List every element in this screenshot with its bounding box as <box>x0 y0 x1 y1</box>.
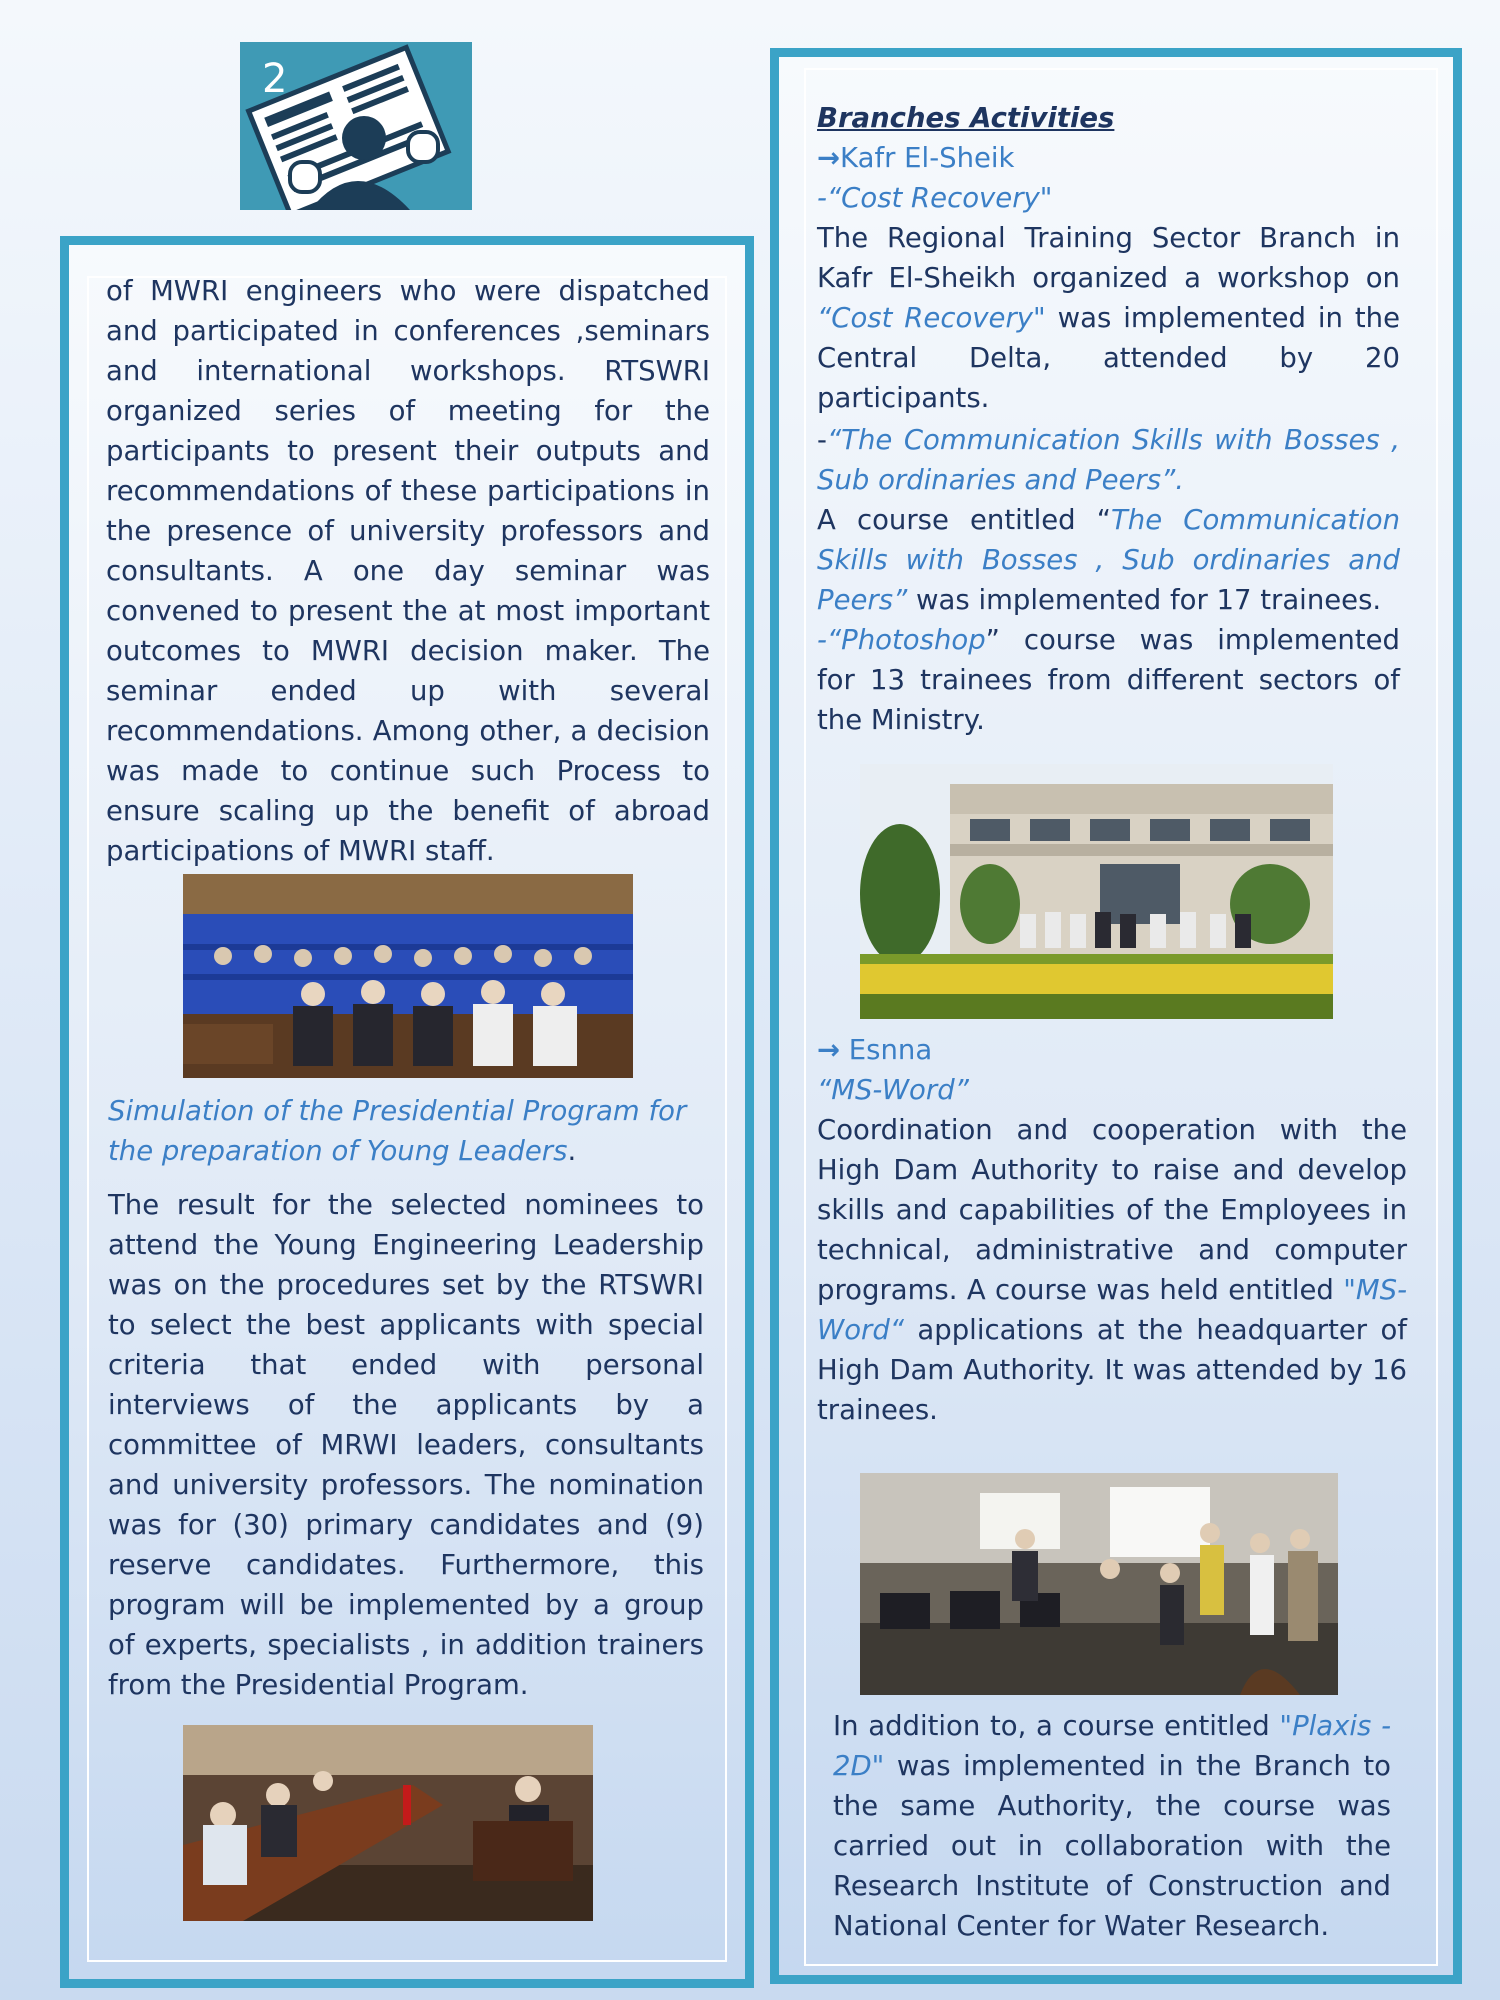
plaxis-inline-title: "Plaxis - 2D" <box>833 1710 1391 1782</box>
left-intro-text-block <box>106 271 710 871</box>
branches-activities-title: Branches Activities <box>817 102 1115 134</box>
photoshop-paragraph: -“Photoshop” course was implemented for 13 trainees from different sectors of the Ministry. <box>817 624 1400 736</box>
kafr-el-sheikh-branch-building-photo <box>860 764 1333 1019</box>
plaxis-paragraph: In addition to, a course entitled "Plaxis - 2D" was implemented in the Branch to the same Authority, the course was carried out in collaboration with the Research Institute of Construction and National Center for Water Research. <box>833 1710 1391 1942</box>
esnna-section <box>817 1030 1407 1430</box>
communication-skills-inline-title: The Communication Skills with Bosses , Sub ordinaries and Peers” <box>817 504 1401 616</box>
arrow-icon: → <box>817 1034 841 1066</box>
ms-word-heading: “MS-Word” <box>817 1074 969 1106</box>
cost-recovery-heading: -“Cost Recovery" <box>817 182 1053 214</box>
ms-word-inline-title: "MS-Word“ <box>817 1274 1407 1346</box>
branches-activities-section <box>817 98 1400 740</box>
communication-skills-paragraph: A course entitled “The Communication Skills with Bosses , Sub ordinaries and Peers” was implemented for 17 trainees. <box>817 504 1401 616</box>
cost-recovery-inline-title: “Cost Recovery" <box>817 302 1046 334</box>
committee-meeting-photo <box>183 1725 593 1921</box>
left-intro-paragraph: of MWRI engineers who were dispatched and participated in conferences ,seminars and international workshops. RTSWRI organized series of meeting for the participants to present their outputs and recommendations of these participations in the presence of university professors and consultants. A one day seminar was convened to present the at most important outcomes to MWRI decision maker. The seminar ended up with several recommendations. Among other, a decision was made to continue such Process to ensure scaling up the benefit of abroad participations of MWRI staff. <box>106 275 710 867</box>
kafr-el-sheik-branch-label: Kafr El-Sheik <box>840 142 1015 174</box>
presidential-program-title: Simulation of the Presidential Program for the preparation of Young Leaders <box>108 1095 687 1167</box>
newspaper-logo <box>240 42 472 210</box>
ms-word-paragraph: Coordination and cooperation with the High Dam Authority to raise and develop skills and capabilities of the Employees in technical, administrative and computer programs. A course was held entitled "MS-Word“ applications at the headquarter of High Dam Authority. It was attended by 16 trainees. <box>817 1114 1407 1426</box>
photoshop-inline-title: -“Photoshop <box>817 624 986 656</box>
cost-recovery-paragraph: The Regional Training Sector Branch in Kafr El-Sheikh organized a workshop on “Cost Recovery" was implemented in the Central Delta, attended by 20 participants. <box>817 222 1400 414</box>
plaxis-section <box>833 1706 1391 1946</box>
communication-skills-heading: -“The Communication Skills with Bosses , Sub ordinaries and Peers”. <box>817 424 1400 496</box>
presidential-program-section <box>108 1091 704 1705</box>
presidential-program-title-period: . <box>567 1135 577 1167</box>
esnna-branch-label: Esnna <box>840 1034 933 1066</box>
arrow-icon: → <box>817 142 841 174</box>
page-number: 2 <box>262 56 288 102</box>
ms-word-training-photo <box>860 1473 1338 1695</box>
auditorium-photo <box>183 874 633 1078</box>
presidential-program-paragraph: The result for the selected nominees to attend the Young Engineering Leadership was on the procedures set by the RTSWRI to select the best applicants with special criteria that ended with personal interviews of the applicants by a committee of MRWI leaders, consultants and university professors. The nomination was for (30) primary candidates and (9) reserve candidates. Furthermore, this program will be implemented by a group of experts, specialists , in addition trainers from the Presidential Program. <box>108 1189 704 1701</box>
